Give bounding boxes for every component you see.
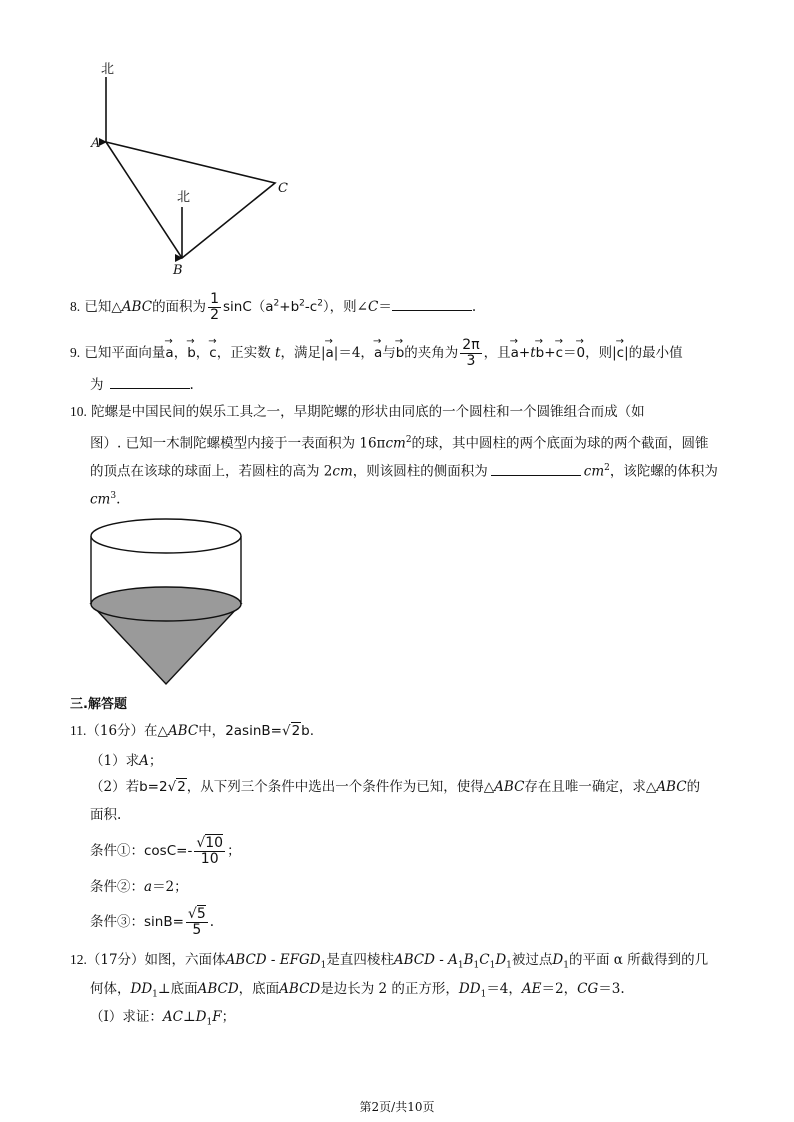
condition-3 xyxy=(90,904,214,940)
q12-l1d: EFGD xyxy=(279,952,321,968)
q10-line1: 陀螺是中国民间的娱乐工具之一，早期陀螺的形状由同底的一个圆柱和一个圆锥组合而成（如 xyxy=(91,404,645,420)
q9-vec-a2: → a xyxy=(326,344,334,362)
condition-2 xyxy=(90,878,188,896)
q8-sup3: 2 xyxy=(317,298,323,309)
question-12-number: 12. xyxy=(70,952,87,967)
question-8 xyxy=(70,292,476,323)
q12-l1j: C xyxy=(479,952,490,968)
q12-l1a: （17分）如图，六面体 xyxy=(86,952,226,968)
q11-p2-sqrt: √2 xyxy=(167,779,186,795)
q9-t3: ，满足| xyxy=(280,345,326,361)
q12-l2c: ⊥底面 xyxy=(157,981,198,997)
q9-line2-a: 为 xyxy=(90,377,104,393)
c3-expr: sinB= xyxy=(144,914,184,930)
c1-label: 条件①： xyxy=(90,843,144,859)
q9-line2-end: . xyxy=(189,377,194,393)
cylinder-top-face xyxy=(91,519,241,553)
c1-expr: cosC=- xyxy=(144,843,193,859)
c1-frac-num: √10 xyxy=(196,835,224,851)
q9-vec-c3: → c xyxy=(617,344,624,362)
c2-expr: ＝2； xyxy=(152,879,188,895)
q12-l1m: D xyxy=(552,952,564,968)
question-8-number: 8. xyxy=(70,299,81,314)
q9-vec-a: → a xyxy=(165,344,173,362)
q11-a: A xyxy=(139,753,149,769)
q9-frac-num: 2π xyxy=(462,337,480,353)
question-9-line2 xyxy=(90,374,194,394)
q11-sqrt: √2 xyxy=(281,723,301,739)
q9-t9: + xyxy=(544,345,556,361)
q9-vec-c: → c xyxy=(209,344,216,362)
c3-fraction xyxy=(186,907,208,938)
q9-t1: 已知平面向量 xyxy=(84,345,166,361)
q12-sub-6: 1 xyxy=(563,960,569,971)
q9-vec-zero: → 0 xyxy=(577,344,586,362)
q10-line3-a: 的顶点在该球的球面上，若圆柱的高为 2 xyxy=(90,463,333,480)
q11-p2-c: 存在且唯一确定，求△ xyxy=(524,779,657,795)
question-12-part1 xyxy=(90,1008,235,1032)
q12-l2g: 是边长为 2 的正方形， xyxy=(320,981,459,997)
q8-eq: ＝ xyxy=(378,299,392,315)
q12-p1f: ； xyxy=(221,1009,236,1025)
q12-l2k: ＝2， xyxy=(541,981,578,997)
page-footer: 第2页/共10页 xyxy=(359,1100,435,1114)
q8-c: C xyxy=(367,299,379,315)
q9-vec-c2: → c xyxy=(556,344,563,362)
q9-t12: |的最小值 xyxy=(624,345,683,361)
q11-abc-3: ABC xyxy=(656,779,687,795)
q12-l1f: ABCD xyxy=(393,952,435,968)
q9-frac-den: 3 xyxy=(466,353,476,369)
q8-frac-den: 2 xyxy=(210,307,219,323)
q11-b-eq-text: b=2 xyxy=(139,779,168,795)
q11-score: （16分）在△ xyxy=(86,723,168,739)
question-10-number: 10. xyxy=(70,404,87,419)
q12-sub-9: 1 xyxy=(206,1017,213,1028)
question-12-line2 xyxy=(90,980,625,1004)
c2-a: a xyxy=(144,879,153,895)
q11-abc-2: ABC xyxy=(494,779,525,795)
point-label-b: B xyxy=(173,263,183,278)
q11-p1-end: ； xyxy=(148,753,163,769)
c3-rad: 5 xyxy=(196,906,206,922)
q12-l1g: - xyxy=(434,952,449,968)
q8-close: ），则∠ xyxy=(322,299,368,315)
north-label-b: 北 xyxy=(177,190,191,205)
q9-t5: 与 xyxy=(382,345,396,361)
question-11-part1 xyxy=(90,752,162,770)
q10-line3-b: ，则该圆柱的侧面积为 xyxy=(352,463,488,480)
c3-frac-den: 5 xyxy=(192,922,202,938)
q10-cm-2: cm xyxy=(332,463,353,480)
q10-line2-a: 图）. 已知一木制陀螺模型内接于一表面积为 16π xyxy=(90,435,386,452)
spinning-top-figure xyxy=(85,512,247,690)
question-10-line2 xyxy=(90,431,709,453)
q9-answer-blank[interactable] xyxy=(110,374,190,389)
q11-b-eq xyxy=(139,779,187,795)
q12-l2d: ABCD xyxy=(197,981,239,997)
q11-t1: 中， xyxy=(198,723,226,739)
q12-sub-7: 1 xyxy=(152,989,158,1000)
q12-l2l: CG xyxy=(577,981,599,997)
c1-rad: 10 xyxy=(205,835,224,851)
q9-t8: + xyxy=(518,345,531,361)
q9-t4: |＝4， xyxy=(333,345,374,361)
q10-cm-3: cm xyxy=(583,463,605,480)
q9-vec-a3: → a xyxy=(374,344,382,362)
q11-p1: （1）求 xyxy=(90,753,140,769)
q10-answer-blank-1[interactable] xyxy=(491,461,581,476)
c3-end: . xyxy=(209,914,215,930)
c2-label: 条件②： xyxy=(90,879,144,895)
q9-t7: ，且 xyxy=(483,345,511,361)
q12-p1b: AC xyxy=(162,1009,183,1025)
question-12-line1 xyxy=(70,951,708,975)
q9-t: t xyxy=(275,345,281,361)
c1-end: ； xyxy=(227,843,241,859)
q12-l2m: ＝3. xyxy=(598,981,625,997)
q12-l1k: D xyxy=(495,952,507,968)
question-11 xyxy=(70,722,314,740)
q8-sup2: 2 xyxy=(299,298,305,309)
question-10-line3 xyxy=(90,459,718,481)
q9-t2: ，正实数 xyxy=(216,345,271,361)
question-11-part2-line2: 面积. xyxy=(90,807,122,823)
q10-sup2: 2 xyxy=(405,435,412,445)
triangle-bearing-diagram xyxy=(85,55,305,285)
q12-p1a: （Ⅰ）求证： xyxy=(90,1009,163,1025)
q9-t6: 的夹角为 xyxy=(404,345,459,361)
q8-expr-a: sinC（a xyxy=(222,299,274,315)
q12-l2a: 何体， xyxy=(90,981,131,997)
q11-p2-b: ，从下列三个条件中选出一个条件作为已知，使得△ xyxy=(186,779,495,795)
q12-l1b: ABCD xyxy=(225,952,267,968)
point-label-c: C xyxy=(278,181,288,196)
condition-1 xyxy=(90,833,241,869)
q12-p1d: D xyxy=(195,1009,207,1025)
question-10-line4 xyxy=(90,487,120,509)
q10-line2-b: 的球，其中圆柱的两个底面为球的两个截面，圆锥 xyxy=(411,435,709,452)
q12-p1e: F xyxy=(212,1009,222,1025)
q11-equation xyxy=(225,723,314,739)
q12-sub-4: 1 xyxy=(489,960,496,971)
q8-fraction xyxy=(208,292,221,323)
q12-l1h: A xyxy=(448,952,458,968)
q12-sub-8: 1 xyxy=(480,989,487,1000)
q12-l1i: B xyxy=(463,952,474,968)
question-9-number: 9. xyxy=(70,345,81,360)
q12-l1c: - xyxy=(266,952,280,968)
c1-frac-den: 10 xyxy=(200,851,219,867)
q9-t10: ＝ xyxy=(563,345,577,361)
question-9: 9. 已知平面向量→ a，→ b，→ c，正实数 t，满足|→ a|＝4，→ a与→ b的夹角为 $\frac{2\pi}{3}$ ，且→ a+t→ b+→ c＝→ 0，则|→ c|的最小值 xyxy=(70,338,683,369)
q12-l2j: AE xyxy=(521,981,542,997)
q12-l2i: ＝4， xyxy=(486,981,522,997)
north-label-a: 北 xyxy=(101,62,115,77)
question-11-number: 11. xyxy=(70,723,87,738)
q10-end: . xyxy=(116,491,121,508)
point-label-a: A xyxy=(91,136,101,151)
c3-frac-num: √5 xyxy=(187,906,206,922)
q8-answer-blank[interactable] xyxy=(392,296,472,311)
c1-fraction xyxy=(194,836,225,867)
q8-expr xyxy=(223,299,323,315)
q11-eq-right: b. xyxy=(301,723,315,739)
q12-l2h: DD xyxy=(458,981,481,997)
q10-cm: cm xyxy=(385,435,406,452)
q12-l2f: ABCD xyxy=(279,981,321,997)
section-3-title: 三.解答题 xyxy=(70,697,127,712)
q11-p2-d: 的 xyxy=(686,779,701,795)
q12-l2e: ，底面 xyxy=(238,981,280,997)
triangle-abc xyxy=(106,142,275,258)
q11-eq-left: 2asinB= xyxy=(225,723,282,739)
question-11-part2 xyxy=(90,778,700,796)
q9-vec-b2: → b xyxy=(396,344,405,362)
q8-expr-b: +b xyxy=(279,299,300,315)
q12-l1l: 被过点 xyxy=(511,952,553,968)
q8-sup1: 2 xyxy=(273,298,280,309)
q8-frac-num: 1 xyxy=(210,291,219,307)
q12-l1e: 是直四棱柱 xyxy=(326,952,394,968)
q10-line3-c: ，该陀螺的体积为 xyxy=(609,463,718,480)
q10-sup3: 3 xyxy=(110,491,117,501)
q9-vec-a4: → a xyxy=(511,344,519,362)
q11-p2-rad: 2 xyxy=(177,779,186,795)
q12-sub-5: 1 xyxy=(506,960,512,971)
q12-sub-1: 1 xyxy=(320,960,327,971)
q8-end: . xyxy=(471,299,477,315)
q9-vec-b3: → b xyxy=(536,344,545,362)
q9-fraction xyxy=(460,338,481,369)
c3-label: 条件③： xyxy=(90,914,144,930)
q8-abc: ABC xyxy=(121,299,153,315)
q10-cm-4: cm xyxy=(90,491,111,508)
q12-p1c: ⊥ xyxy=(182,1009,196,1025)
q8-expr-c: -c xyxy=(304,299,318,315)
q12-l1n: 的平面 α 所截得到的几 xyxy=(568,952,709,968)
q11-rad: 2 xyxy=(291,723,301,739)
q8-text-mid: 的面积为 xyxy=(152,299,207,315)
cylinder-bottom-face xyxy=(91,587,241,621)
question-10-line1 xyxy=(70,403,645,421)
q12-sub-3: 1 xyxy=(473,960,480,971)
q9-vec-b: → b xyxy=(187,344,196,362)
q9-t11: ，则| xyxy=(585,345,617,361)
q11-p2-a: （2）若 xyxy=(90,779,140,795)
q12-sub-2: 1 xyxy=(457,960,464,971)
q11-abc: ABC xyxy=(167,723,199,739)
q12-l2b: DD xyxy=(130,981,153,997)
q8-text: 已知△ xyxy=(84,299,122,315)
q9-t-2: t xyxy=(530,345,536,361)
q10-sup2-b: 2 xyxy=(604,463,610,473)
